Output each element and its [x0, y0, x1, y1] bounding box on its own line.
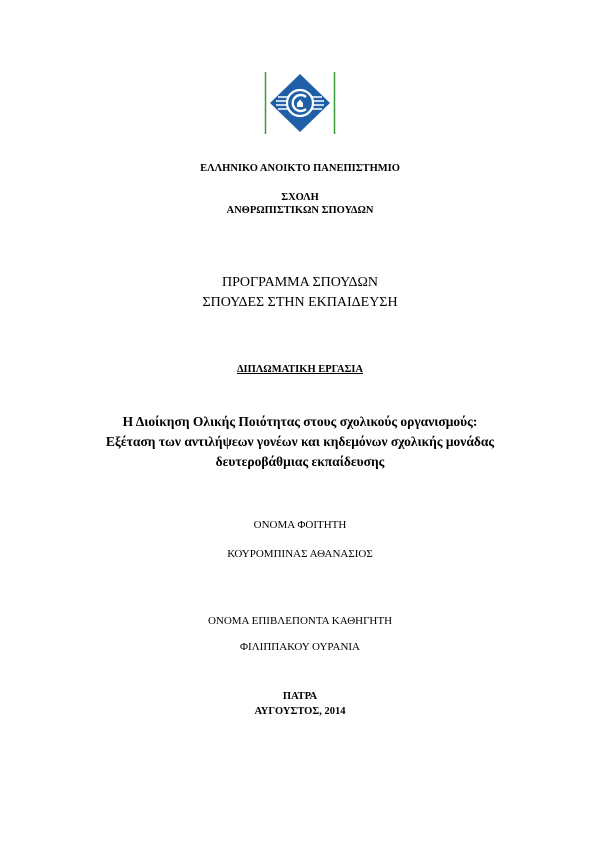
thesis-title-line-2: Εξέταση των αντιλήψεων γονέων και κηδεμόνων σχολικής μονάδας — [105, 434, 495, 449]
supervisor-label: ΟΝΟΜΑ ΕΠΙΒΛΕΠΟΝΤΑ ΚΑΘΗΓΗΤΗ — [207, 615, 393, 627]
school-label: ΣΧΟΛΗ — [281, 192, 319, 203]
program-line-2: ΣΠΟΥΔΕΣ ΣΤΗΝ ΕΚΠΑΙΔΕΥΣΗ — [202, 295, 398, 310]
university-name: ΕΛΛΗΝΙΚΟ ΑΝΟΙΚΤΟ ΠΑΝΕΠΙΣΤΗΜΙΟ — [200, 163, 400, 174]
date: ΑΥΓΟΥΣΤΟΣ, 2014 — [254, 706, 346, 717]
university-logo-icon — [264, 72, 336, 134]
student-label: ΟΝΟΜΑ ΦΟΙΤΗΤΗ — [253, 519, 347, 531]
student-name: ΚΟΥΡΟΜΠΙΝΑΣ ΑΘΑΝΑΣΙΟΣ — [227, 548, 373, 560]
program-line-1: ΠΡΟΓΡΑΜΜΑ ΣΠΟΥΔΩΝ — [221, 275, 378, 290]
thesis-type: ΔΙΠΛΩΜΑΤΙΚΗ ΕΡΓΑΣΙΑ — [236, 364, 364, 375]
thesis-title-line-3: δευτεροβάθμιας εκπαίδευσης — [215, 454, 385, 469]
supervisor-name: ΦΙΛΙΠΠΑΚΟΥ ΟΥΡΑΝΙΑ — [240, 641, 360, 653]
thesis-title-line-1: Η Διοίκηση Ολικής Ποιότητας στους σχολικούς οργανισμούς: — [122, 414, 478, 429]
city: ΠΑΤΡΑ — [282, 691, 318, 702]
school-name: ΑΝΘΡΩΠΙΣΤΙΚΩΝ ΣΠΟΥΔΩΝ — [226, 205, 374, 216]
